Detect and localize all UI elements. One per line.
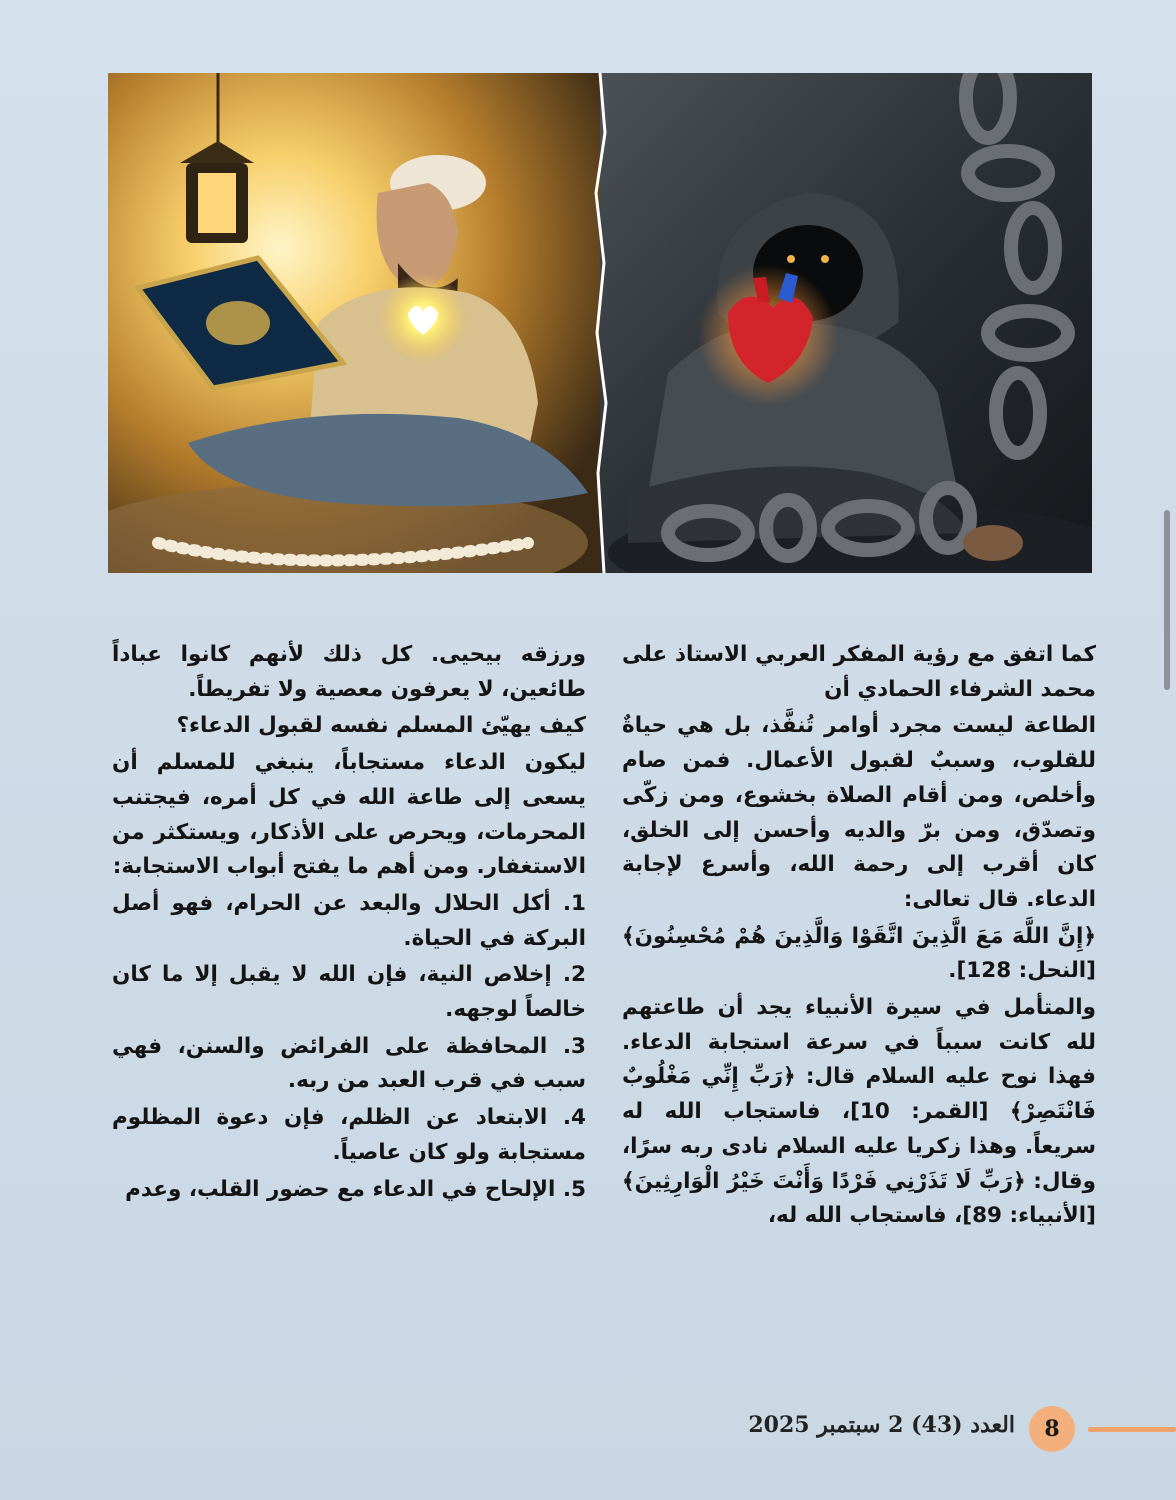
paragraph: ورزقه بيحيى. كل ذلك لأنهم كانوا عباداً طائعين، لا يعرفون معصية ولا تفريطاً. [112,642,586,702]
page-number: 8 [1029,1406,1075,1452]
list-item: 5. الإلحاح في الدعاء مع حضور القلب، وعدم [125,1176,586,1202]
scrollbar[interactable] [1164,510,1170,690]
paragraph: ليكون الدعاء مستجاباً، ينبغي للمسلم أن يسعى إلى طاعة الله في كل أمره، فيجتنب المحرمات، ويحرص على الأذكار، ويستكثر من الاستغفار. ومن أهم ما يفتح أبواب الاستجابة: [112,750,586,880]
issue-label: العدد (43) 2 سبتمبر 2025 [748,1412,1015,1438]
hero-illustration [108,73,1092,573]
quran-verse: ﴿إِنَّ اللَّهَ مَعَ الَّذِينَ اتَّقَوْا وَالَّذِينَ هُمْ مُحْسِنُونَ﴾ [النحل: 128]. [622,923,1096,984]
section-heading: كيف يهيّئ المسلم نفسه لقبول الدعاء؟ [176,713,586,739]
list-item: 1. أكل الحلال والبعد عن الحرام، فهو أصل البركة في الحياة. [112,890,586,951]
list-item: 2. إخلاص النية، فإن الله لا يقبل إلا ما كان خالصاً لوجهه. [112,962,586,1023]
paragraph: كما اتفق مع رؤية المفكر العربي الاستاذ على محمد الشرفاء الحمادي أن [622,642,1096,702]
paragraph: والمتأمل في سيرة الأنبياء يجد أن طاعتهم لله كانت سبباً في سرعة استجابة الدعاء. فهذا نوح عليه السلام قال: ﴿رَبِّ إِنِّي مَغْلُوبٌ فَانْتَصِرْ﴾ [القمر: 10]، فاستجاب الله له سريعاً. وهذا زكريا عليه السلام نادى ربه سرًا، وقال: ﴿رَبِّ لَا تَذَرْنِي فَرْدًا وَأَنْتَ خَيْرُ الْوَارِثِينَ﴾ [الأنبياء: 89]، فاستجاب الله له، [622,995,1097,1229]
paragraph: الطاعة ليست مجرد أوامر تُنفَّذ، بل هي حياةٌ للقلوب، وسببٌ لقبول الأعمال. فمن صام وأخلص، ومن أقام الصلاة بخشوع، ومن زكّى وتصدّق، ومن برّ والديه وأحسن إلى الخلق، كان أقرب إلى رحمة الله، وأسرع لإجابة الدعاء. قال تعالى: [622,713,1096,912]
list-item: 3. المحافظة على الفرائض والسنن، فهي سبب في قرب العبد من ربه. [112,1033,586,1094]
list-item: 4. الابتعاد عن الظلم، فإن دعوة المظلوم مستجابة ولو كان عاصياً. [112,1105,586,1165]
footer-accent-line [1088,1427,1176,1432]
hero-svg [108,73,1092,573]
article-column-right [622,638,1096,1236]
article-column-left [112,638,586,1209]
